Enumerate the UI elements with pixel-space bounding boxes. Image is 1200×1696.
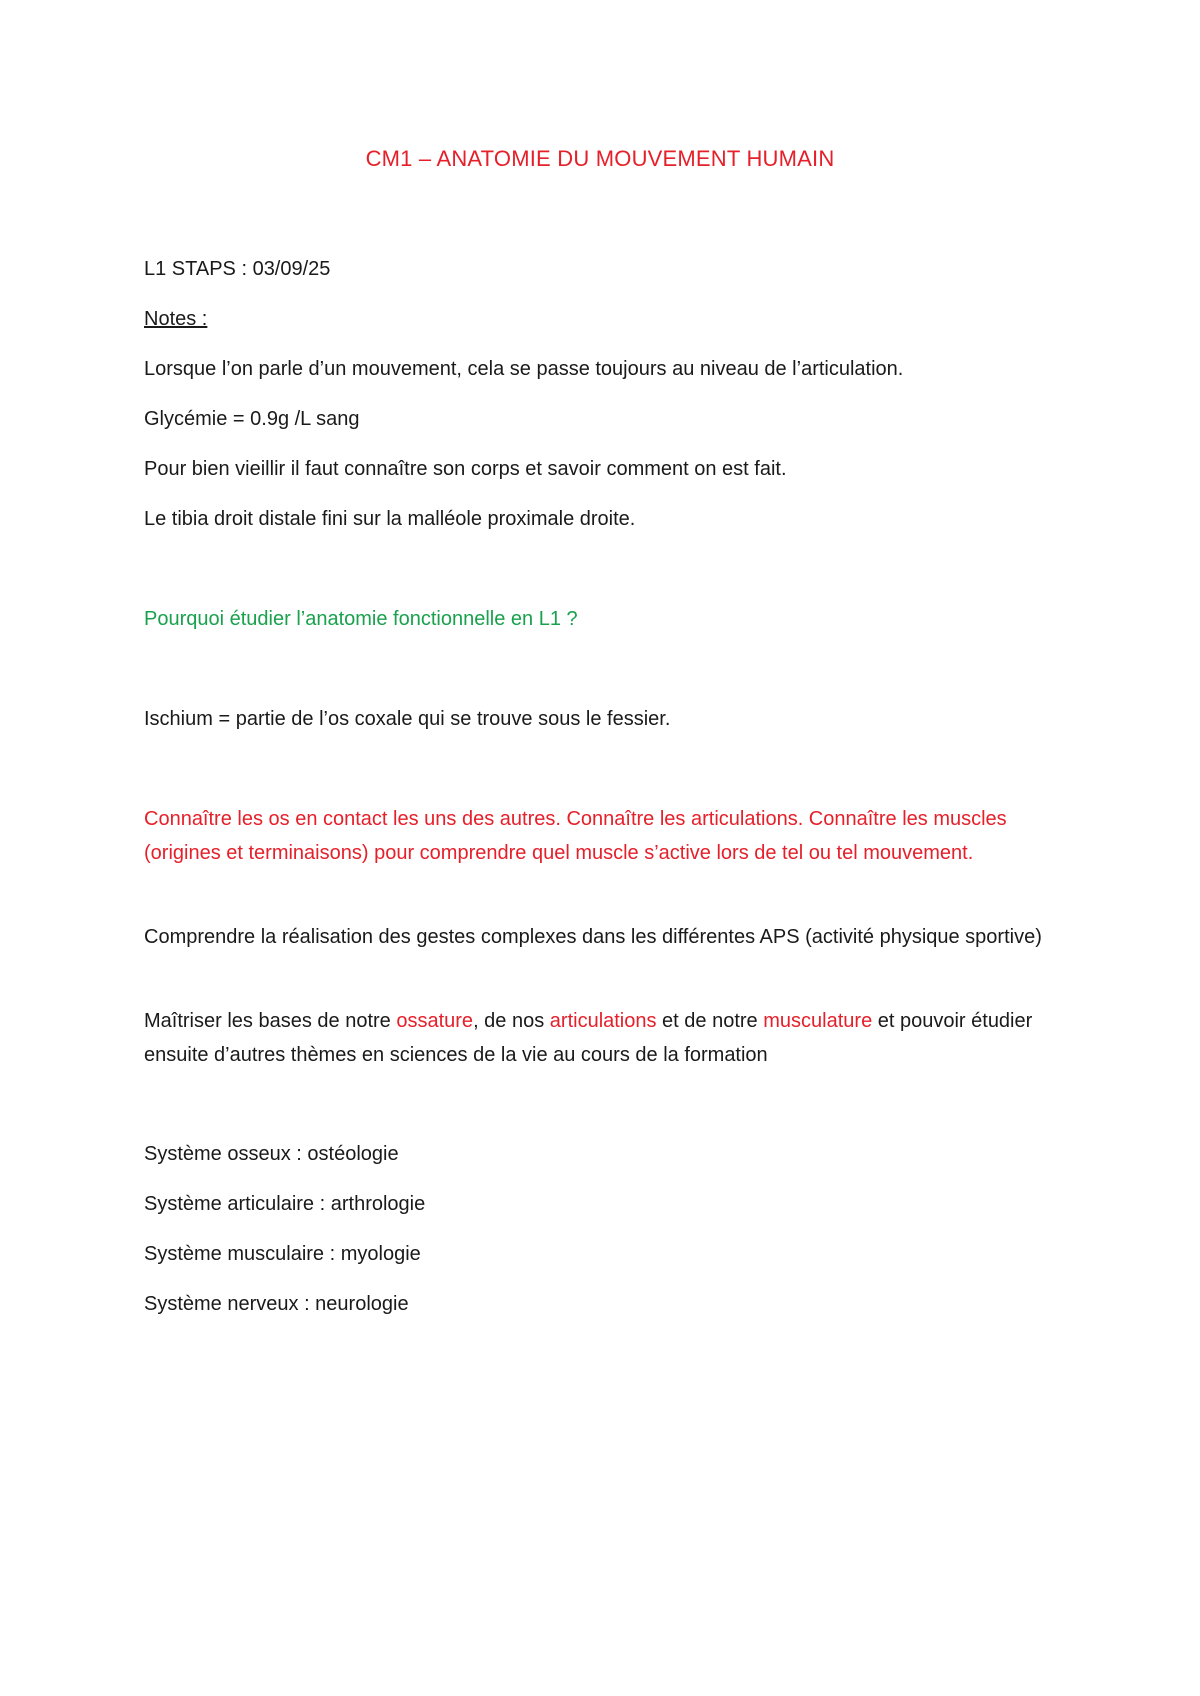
keyword-articulations: articulations — [549, 1010, 657, 1032]
system-item: Système articulaire : arthrologie — [144, 1193, 426, 1215]
section-question: Pourquoi étudier l’anatomie fonctionnelle en L1 ? — [144, 608, 578, 630]
ischium-definition: Ischium = partie de l’os coxale qui se trouve sous le fessier. — [144, 708, 671, 730]
note-item: Pour bien vieillir il faut connaître son corps et savoir comment on est fait. — [144, 458, 787, 480]
maitriser-text: Maîtriser les bases de notre — [144, 1010, 397, 1032]
system-item: Système nerveux : neurologie — [144, 1293, 409, 1315]
objectives-paragraph: Connaître les os en contact les uns des autres. Connaître les articulations. Connaître les muscles (origines et terminaisons) pour comprendre quel muscle s’active lors de tel ou tel mouvement. — [144, 808, 1007, 864]
document-title: CM1 – ANATOMIE DU MOUVEMENT HUMAIN — [365, 146, 835, 171]
system-item: Système musculaire : myologie — [144, 1243, 421, 1265]
maitriser-text: et de notre — [656, 1010, 764, 1032]
course-date-line: L1 STAPS : 03/09/25 — [144, 258, 331, 280]
comprendre-paragraph: Comprendre la réalisation des gestes complexes dans les différentes APS (activité physique sportive) — [144, 926, 1042, 948]
note-item: Le tibia droit distale fini sur la malléole proximale droite. — [144, 508, 636, 530]
keyword-ossature: ossature — [396, 1010, 474, 1032]
note-item: Glycémie = 0.9g /L sang — [144, 408, 360, 430]
system-item: Système osseux : ostéologie — [144, 1143, 399, 1165]
maitriser-text: et pouvoir étudier ensuite d’autres thèmes en sciences de la vie au cours de la formation — [144, 1010, 1033, 1066]
notes-label: Notes : — [144, 308, 208, 330]
maitriser-text: , de nos — [473, 1010, 550, 1032]
maitriser-paragraph — [144, 1004, 1054, 1072]
keyword-musculature: musculature — [763, 1010, 873, 1032]
note-item: Lorsque l’on parle d’un mouvement, cela se passe toujours au niveau de l’articulation. — [144, 358, 904, 380]
